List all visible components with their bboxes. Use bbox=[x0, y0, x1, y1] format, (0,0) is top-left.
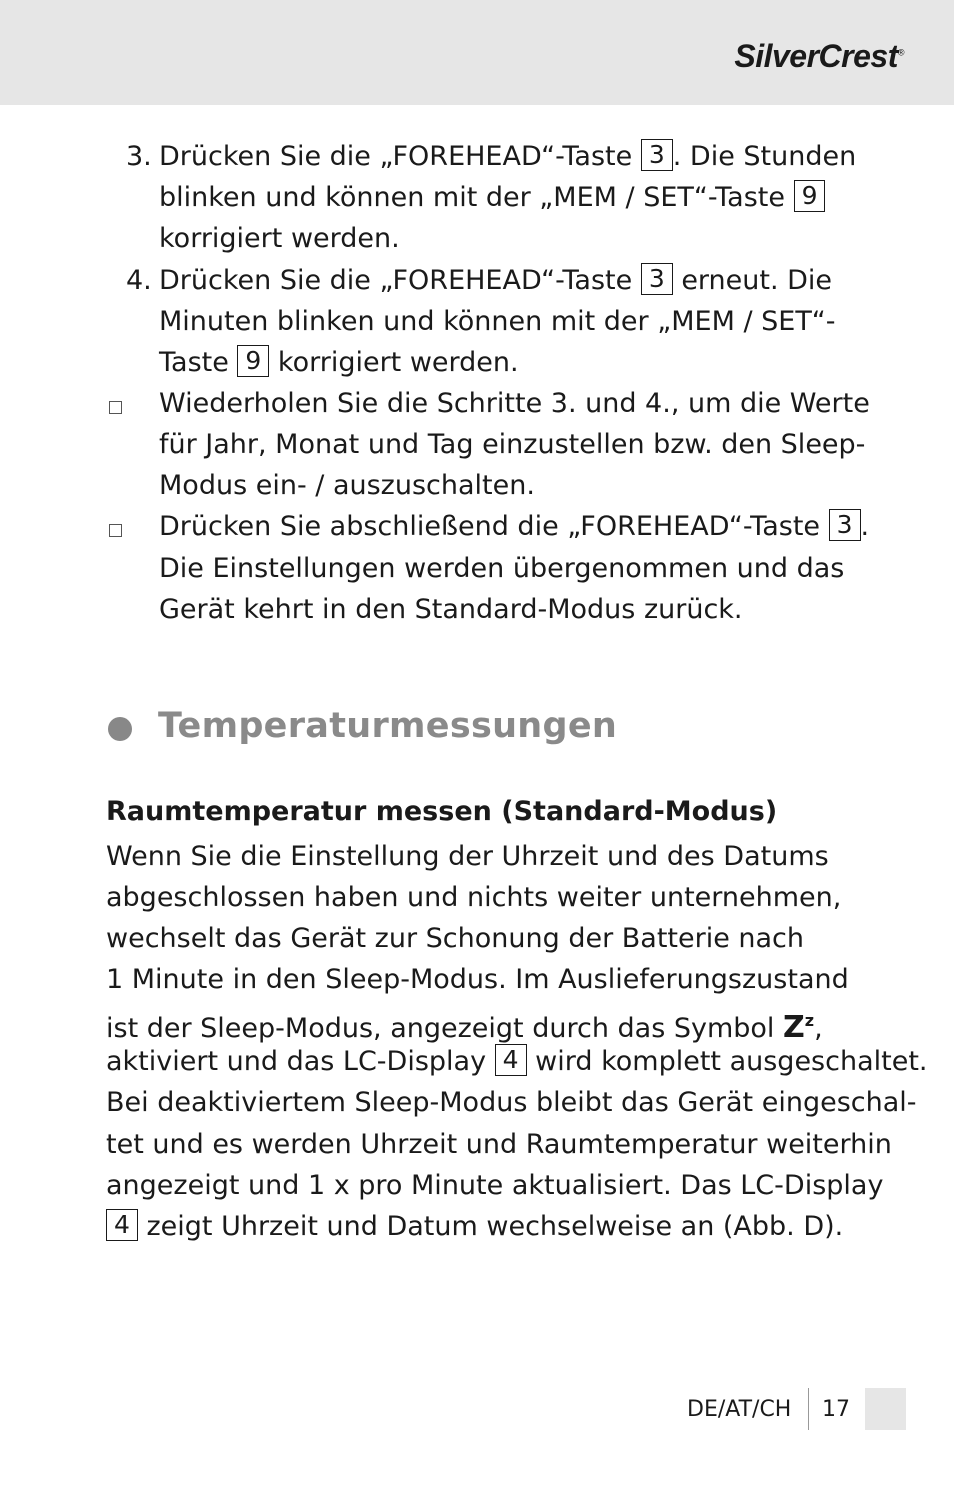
text-segment: Drücken Sie abschließend die „FOREHEAD“-Taste bbox=[159, 511, 829, 542]
paragraph-line bbox=[106, 1206, 843, 1247]
text-segment: blinken und können mit der „MEM / SET“-Taste bbox=[159, 182, 794, 213]
text-segment: Taste bbox=[159, 347, 238, 378]
sleep-symbol-superscript: z bbox=[804, 1011, 815, 1030]
text-segment: , bbox=[814, 1013, 823, 1044]
section-bullet-icon bbox=[108, 717, 132, 741]
page-tab bbox=[865, 1388, 906, 1430]
text-segment: korrigiert werden. bbox=[269, 347, 519, 378]
text-segment: 1 Minute in den Sleep-Modus. Im Auslieferungszustand bbox=[106, 964, 849, 995]
text-segment: Wiederholen Sie die Schritte 3. und 4., um die Werte bbox=[159, 388, 870, 419]
text-segment: Drücken Sie die „FOREHEAD“-Taste bbox=[159, 265, 641, 296]
paragraph-line bbox=[106, 1082, 917, 1123]
step-4-line-1 bbox=[159, 260, 832, 301]
paragraph-line bbox=[106, 877, 841, 918]
text-segment: Modus ein- / auszuschalten. bbox=[159, 470, 535, 501]
reference-number-box: 3 bbox=[829, 509, 861, 541]
step-number: 3. bbox=[126, 141, 152, 172]
sleep-symbol-icon bbox=[783, 1010, 814, 1045]
paragraph-line bbox=[106, 836, 829, 877]
paragraph-line bbox=[106, 959, 849, 1000]
reference-number-box: 3 bbox=[641, 263, 673, 295]
page-number: 17 bbox=[822, 1397, 850, 1422]
text-segment: abgeschlossen haben und nichts weiter unternehmen, bbox=[106, 882, 842, 913]
step-3-line-2 bbox=[159, 177, 825, 218]
text-segment: Minuten blinken und können mit der „MEM / SET“- bbox=[159, 306, 836, 337]
text-segment: aktiviert und das LC-Display bbox=[106, 1046, 495, 1077]
brand-name: SilverCrest bbox=[734, 38, 898, 74]
subsection-heading: Raumtemperatur messen (Standard-Modus) bbox=[106, 796, 778, 827]
text-segment: Gerät kehrt in den Standard-Modus zurück. bbox=[159, 594, 743, 625]
bullet-2-line-2 bbox=[159, 548, 844, 589]
text-segment: wird komplett ausgeschaltet. bbox=[526, 1046, 928, 1077]
paragraph-line bbox=[106, 1165, 883, 1206]
paragraph-line bbox=[106, 1041, 928, 1082]
bullet-1-line-2 bbox=[159, 424, 865, 465]
text-segment: . bbox=[860, 511, 870, 542]
bullet-1-line-1 bbox=[159, 383, 870, 424]
bullet-square-icon bbox=[109, 401, 122, 414]
text-segment: Wenn Sie die Einstellung der Uhrzeit und des Datums bbox=[106, 841, 829, 872]
sleep-symbol-letter: Z bbox=[783, 1010, 805, 1045]
text-segment: für Jahr, Monat und Tag einzustellen bzw. den Sleep- bbox=[159, 429, 866, 460]
section-title: Temperaturmessungen bbox=[158, 706, 618, 746]
reference-number-box: 9 bbox=[237, 345, 269, 377]
text-segment: korrigiert werden. bbox=[159, 223, 400, 254]
page-header bbox=[0, 0, 954, 105]
brand-logo bbox=[734, 38, 904, 75]
text-segment: zeigt Uhrzeit und Datum wechselweise an (Abb. D). bbox=[137, 1211, 844, 1242]
reference-number-box: 4 bbox=[106, 1209, 138, 1241]
footer-divider bbox=[808, 1388, 809, 1430]
text-segment: erneut. Die bbox=[672, 265, 833, 296]
text-segment: tet und es werden Uhrzeit und Raumtemperatur weiterhin bbox=[106, 1129, 892, 1160]
bullet-1-line-3 bbox=[159, 465, 535, 506]
registered-mark: ® bbox=[897, 47, 904, 58]
reference-number-box: 4 bbox=[495, 1044, 527, 1076]
text-segment: . Die Stunden bbox=[672, 141, 857, 172]
text-segment: Bei deaktiviertem Sleep-Modus bleibt das Gerät eingeschal- bbox=[106, 1087, 917, 1118]
reference-number-box: 3 bbox=[641, 139, 673, 171]
text-segment: wechselt das Gerät zur Schonung der Batterie nach bbox=[106, 923, 805, 954]
step-3-line-1 bbox=[159, 136, 856, 177]
paragraph-line bbox=[106, 918, 804, 959]
text-segment: Die Einstellungen werden übergenommen und das bbox=[159, 553, 845, 584]
text-segment: ist der Sleep-Modus, angezeigt durch das Symbol bbox=[106, 1013, 784, 1044]
bullet-2-line-3 bbox=[159, 589, 743, 630]
step-number: 4. bbox=[126, 265, 152, 296]
text-segment: angezeigt und 1 x pro Minute aktualisiert. Das LC-Display bbox=[106, 1170, 884, 1201]
paragraph-line bbox=[106, 1124, 892, 1165]
bullet-square-icon bbox=[109, 524, 122, 537]
step-4-line-3 bbox=[159, 342, 519, 383]
footer-locale: DE/AT/CH bbox=[687, 1397, 792, 1422]
bullet-2-line-1 bbox=[159, 506, 869, 547]
text-segment: Drücken Sie die „FOREHEAD“-Taste bbox=[159, 141, 641, 172]
step-3-line-3 bbox=[159, 218, 400, 259]
reference-number-box: 9 bbox=[794, 180, 826, 212]
step-4-line-2 bbox=[159, 301, 836, 342]
